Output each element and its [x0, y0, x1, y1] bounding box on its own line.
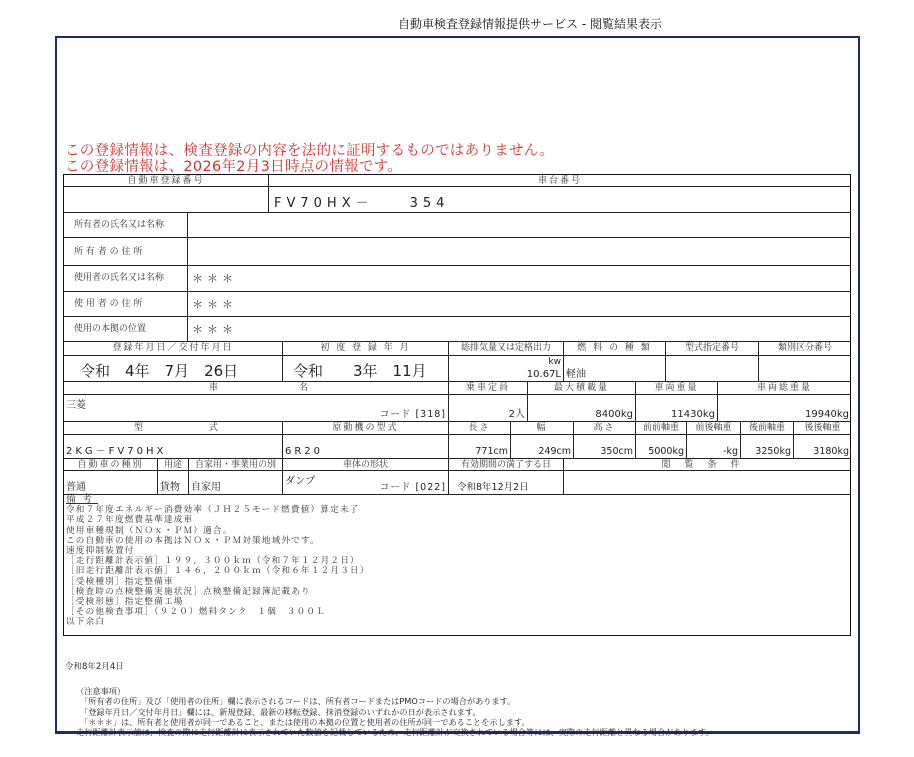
- displacement-header: 総排気量又は定格出力: [449, 342, 564, 356]
- model-header-1: 型: [134, 423, 146, 433]
- body-code-value: コード [022]: [379, 482, 446, 493]
- fr-axle-header: 前後軸重: [687, 422, 741, 435]
- remarks-line: ［走行距離計表示値］１９９，３００ｋｍ（令和７年１２月２日）: [66, 556, 360, 567]
- notes-section: [76, 686, 714, 737]
- note-line: 「所有者の住所」及び「使用者の住所」欄に表示されるコードは、所有者コードまたはPMOコードの場合があります。: [80, 696, 516, 707]
- model-header: [64, 422, 283, 435]
- type-approval-header: 型式指定番号: [666, 342, 759, 356]
- user-name-label: 使用者の氏名又は名称: [64, 266, 188, 292]
- remarks-section: [64, 495, 852, 635]
- model-header-2: 式: [209, 423, 221, 433]
- remarks-line: 速度抑制装置付: [66, 546, 135, 557]
- base-location-value: ＊＊＊: [188, 317, 851, 342]
- width-value: 249cm: [538, 446, 571, 457]
- remarks-line: ［旧走行距離計表示値］１４６，２００ｋｍ（令和６年１２月３日）: [66, 566, 370, 577]
- note-line: 「登録年月日／交付年月日」欄には、新規登録、最新の移転登録、抹消登録のいずれかの日が表示されます。: [80, 706, 481, 717]
- type-approval-value: [666, 356, 759, 382]
- rf-axle-value: 3250kg: [755, 446, 791, 457]
- displacement-cell: [449, 356, 564, 382]
- notes-heading: （注意事項）: [76, 686, 126, 696]
- engine-header: 原動機の型式: [283, 422, 449, 435]
- fuel-cell: [564, 356, 666, 382]
- displacement-value: 10.67L: [526, 369, 561, 380]
- remarks-line: ［検査時の点検整備実施状況］点検整備記録簿記載あり: [66, 586, 311, 597]
- chassis-no-value: FV70HX－ 354: [269, 187, 851, 213]
- reg-date-header: 登録年月日／交付年月日: [64, 342, 283, 356]
- max-load-header: 最大積載量: [528, 382, 636, 395]
- remarks-line: ［その他検査事項］（９２０）燃料タンク １個 ３００Ｌ: [66, 607, 326, 618]
- expiry-value: 令和8年12月2日: [457, 482, 529, 493]
- page-title: 自動車検査登録情報提供サービス - 閲覧結果表示: [398, 17, 662, 31]
- registration-table: [63, 174, 851, 636]
- remarks-line: 令和７年度エネルギー消費効率（ＪＨ２５モード燃費値）算定未了: [66, 505, 360, 516]
- body-value: ダンプ: [285, 476, 316, 487]
- note-line: 「＊＊＊」は、所有者と使用者が同一であること、または使用の本拠の位置と使用者の住所が同一であることを示します。: [80, 716, 530, 727]
- height-header: 高さ: [574, 422, 636, 435]
- ff-axle-header: 前前軸重: [636, 422, 687, 435]
- remarks-heading: 備考: [66, 494, 98, 505]
- car-name-cell: [64, 395, 449, 422]
- height-value: 350cm: [600, 446, 633, 457]
- vehicle-kind-header: 自動車の種別: [64, 459, 158, 471]
- length-value: 771cm: [475, 446, 508, 457]
- capacity-header: 乗車定員: [449, 382, 528, 395]
- remarks-line: この自動車の使用の本拠はＮＯｘ・ＰＭ対策地域外です。: [66, 535, 320, 546]
- rf-axle-header: 後前軸重: [741, 422, 794, 435]
- max-load-value: 8400kg: [595, 409, 633, 420]
- vehicle-kind-value: 普通: [66, 482, 86, 493]
- chassis-no-header: 車台番号: [269, 175, 851, 187]
- weight-value: 11430kg: [671, 409, 715, 420]
- maker-value: 三菱: [66, 400, 86, 411]
- user-name-value: ＊＊＊: [188, 266, 851, 292]
- remarks-line: 以下余白: [66, 617, 106, 628]
- width-header: 幅: [511, 422, 574, 435]
- remarks-line: 使用車種規制（ＮＯｘ・ＰＭ）適合。: [66, 525, 233, 536]
- base-location-label: 使用の本拠の位置: [64, 317, 188, 342]
- owner-address-label: 所 有 者 の 住 所: [64, 238, 188, 266]
- use-value: 貨物: [160, 482, 180, 493]
- reg-no-value: [64, 187, 269, 213]
- first-reg-header: 初 度 登 録 年 月: [283, 342, 449, 356]
- fr-axle-value: -kg: [723, 446, 738, 457]
- owner-address-value: [188, 238, 851, 266]
- view-conditions-header: 閲覧条件: [564, 459, 851, 471]
- reg-date-value: 令和 4年 7月 26日: [64, 356, 283, 382]
- category-no-header: 類別区分番号: [759, 342, 851, 356]
- private-business-header: 自家用・事業用の別: [189, 459, 283, 471]
- user-address-label: 使 用 者 の 住 所: [64, 292, 188, 317]
- rr-axle-header: 後後軸重: [794, 422, 851, 435]
- car-name-header-2: 名: [299, 383, 311, 393]
- legal-disclaimer: この登録情報は、検査登録の内容を法的に証明するものではありません。: [65, 143, 555, 159]
- use-header: 用途: [158, 459, 189, 471]
- view-conditions-value: [564, 471, 851, 495]
- remarks-line: ［受検形態］指定整備工場: [66, 597, 184, 608]
- ff-axle-value: 5000kg: [648, 446, 684, 457]
- fuel-value: 軽油: [566, 369, 586, 380]
- fuel-header: 燃 料 の 種 類: [564, 342, 666, 356]
- body-header: 車体の形状: [283, 459, 449, 471]
- first-reg-value: 令和 3年 11月: [283, 356, 449, 382]
- private-business-value: 自家用: [191, 482, 221, 493]
- reg-no-header: 自動車登録番号: [64, 175, 269, 187]
- data-date-notice: この登録情報は、2026年2月3日時点の情報です。: [65, 159, 403, 175]
- remarks-line: ［受検種別］指定整備車: [66, 576, 174, 587]
- body-cell: [283, 471, 449, 495]
- rr-axle-value: 3180kg: [813, 446, 849, 457]
- category-no-value: [759, 356, 851, 382]
- car-code-value: コード [318]: [379, 409, 446, 420]
- owner-name-label: 所有者の氏名又は名称: [64, 213, 188, 238]
- capacity-value: 2人: [508, 409, 525, 420]
- user-address-value: ＊＊＊: [188, 292, 851, 317]
- gross-weight-header: 車両総重量: [718, 382, 851, 395]
- expiry-header: 有効期間の満了する日: [449, 459, 564, 471]
- engine-value: 6R20: [285, 446, 324, 457]
- gross-weight-value: 19940kg: [805, 409, 849, 420]
- car-name-header-1: 車: [209, 383, 221, 393]
- issued-date: 令和8年2月4日: [65, 662, 124, 672]
- model-value: 2KG－FV70HX: [66, 446, 167, 457]
- car-name-header: [64, 382, 449, 395]
- weight-header: 車両重量: [636, 382, 718, 395]
- displacement-unit: kw: [548, 357, 561, 367]
- owner-name-value: [188, 213, 851, 238]
- remarks-line: 平成２７年度燃費基準達成車: [66, 515, 194, 526]
- length-header: 長さ: [449, 422, 511, 435]
- note-line: 走行距離計表示値は、検査の際に走行距離計に表示されていた数値を記載しているため、走行距離計が交換されている場合等には、実際の走行距離と異なる場合があります。: [76, 727, 714, 738]
